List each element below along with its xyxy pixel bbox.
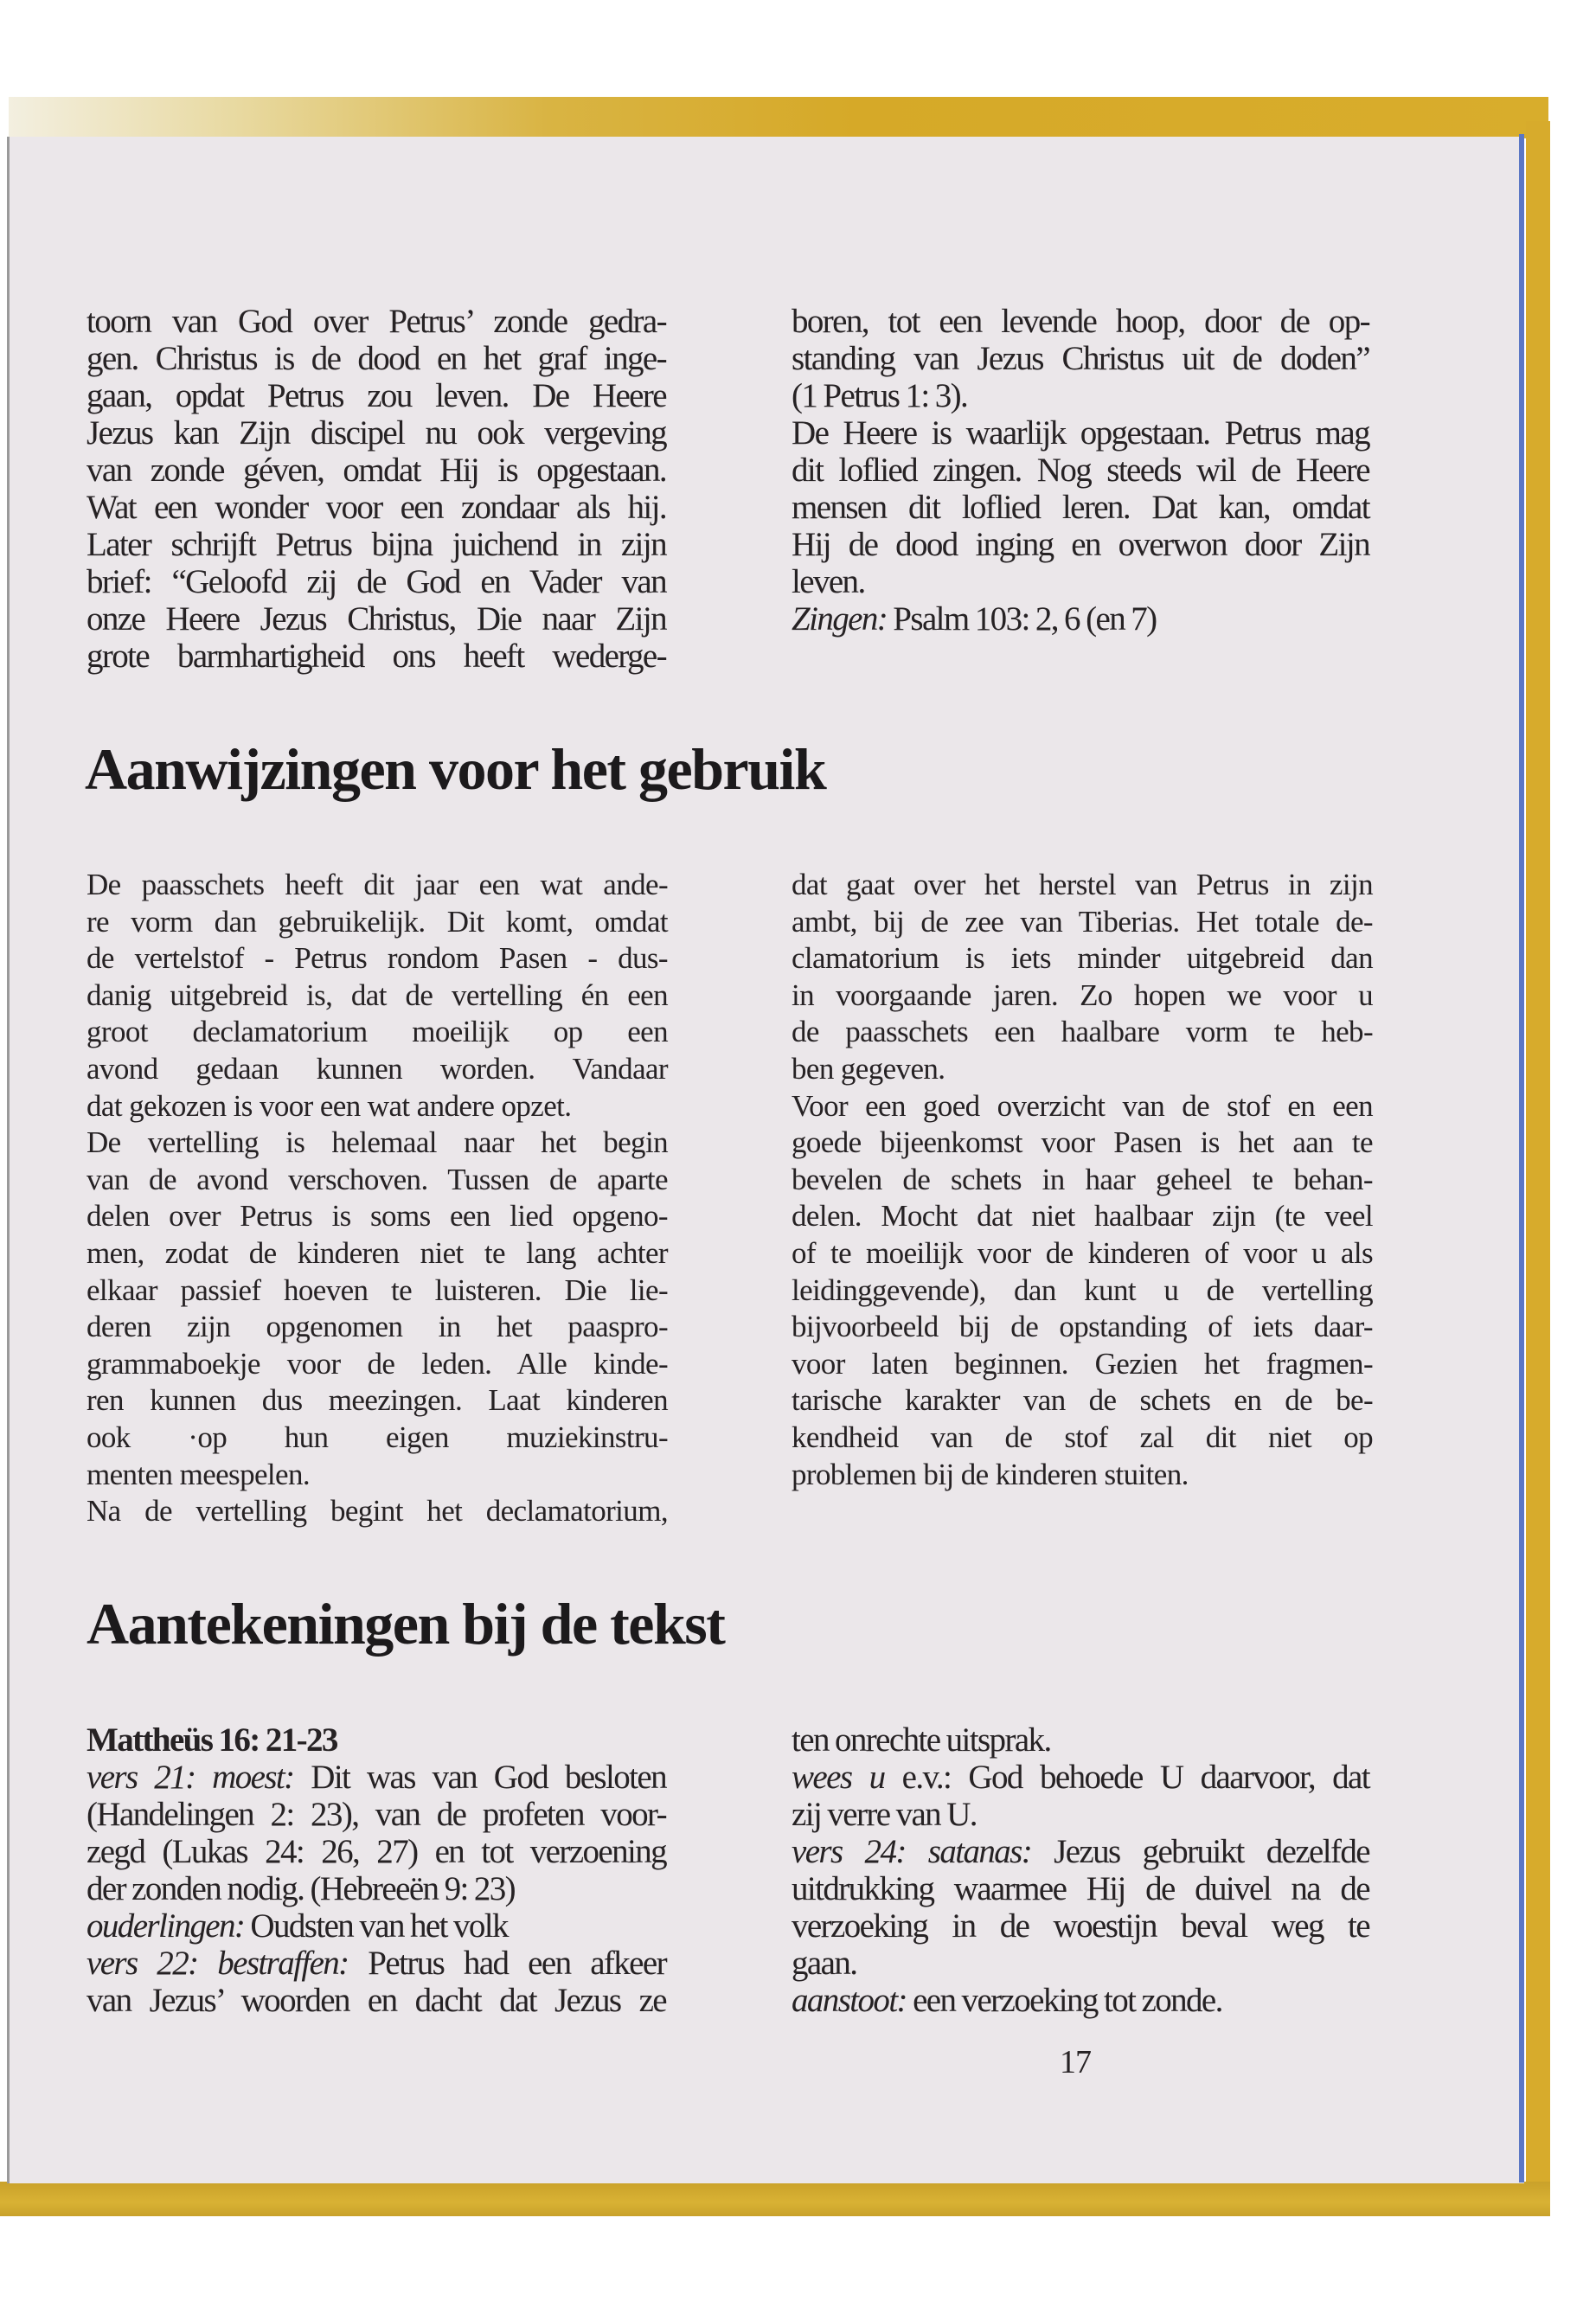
text-line: ren kunnen dus meezingen. Laat kinderen [87, 1383, 668, 1418]
line-text: Petrus had een afkeer [348, 1945, 666, 1982]
paragraph [87, 1125, 668, 1493]
text-line: Wat een wonder voor een zondaar als hij. [87, 489, 666, 526]
text-line: gen. Christus is de dood en het graf inge- [87, 340, 666, 377]
text-line: delen. Mocht dat niet haalbaar zijn (te veel [792, 1199, 1373, 1234]
text-line: leven. [792, 563, 865, 600]
text-line: problemen bij de kinderen stuiten. [792, 1457, 1189, 1491]
text-line [87, 1721, 666, 1759]
italic-term: vers 22: bestraffen: [87, 1945, 349, 1982]
text-line: (Handelingen 2: 23), van de profeten voor- [87, 1796, 666, 1833]
italic-term: Zingen: [792, 600, 888, 638]
text-line: delen over Petrus is soms een lied opgeno- [87, 1199, 668, 1234]
paragraph [87, 1907, 666, 1945]
text-line: Later schrijft Petrus bijna juichend in zijn [87, 526, 666, 563]
paragraph [87, 1945, 666, 2019]
text-line: dat gaat over het herstel van Petrus in zijn [792, 868, 1373, 901]
section2-right-column [792, 1721, 1369, 2019]
text-line: uitdrukking waarmee Hij de duivel na de [792, 1870, 1369, 1907]
text-line: van de avond verschoven. Tussen de aparte [87, 1162, 668, 1196]
line-text: Psalm 103: 2, 6 (en 7) [887, 600, 1157, 638]
page-edge-left [7, 137, 10, 2183]
text-line: tarische karakter van de schets en de be- [792, 1383, 1373, 1418]
italic-term: aanstoot: [792, 1982, 907, 2019]
line-text: Jezus gebruikt dezelfde [1031, 1833, 1369, 1870]
section-heading-aantekeningen: Aantekeningen bij de tekst [87, 1591, 725, 1657]
text-line: re vorm dan gebruikelijk. Dit komt, omdat [87, 904, 668, 939]
paragraph [87, 1759, 666, 1907]
line-text: Oudsten van het volk [244, 1907, 508, 1945]
line-text: een verzoeking tot zonde. [906, 1982, 1222, 2019]
text-line: bevelen de schets in haar geheel te behan- [792, 1162, 1373, 1196]
text-line: elkaar passief hoeven te luisteren. Die lie- [87, 1272, 668, 1307]
text-line: verzoeking in de woestijn beval weg te [792, 1907, 1369, 1945]
text-line [792, 600, 1369, 638]
text-line: gaan, opdat Petrus zou leven. De Heere [87, 377, 666, 414]
text-line: dit loflied zingen. Nog steeds wil de Heere [792, 452, 1369, 489]
paragraph [792, 1833, 1369, 1982]
text-line: van Jezus’ woorden en dacht dat Jezus ze [87, 1982, 666, 2019]
text-line: boren, tot een levende hoop, door de op- [792, 303, 1369, 340]
text-line: (1 Petrus 1: 3). [792, 377, 968, 414]
paragraph [792, 600, 1369, 638]
text-line [792, 1759, 1369, 1796]
paragraph [792, 414, 1369, 600]
text-line: der zonden nodig. (Hebreeën 9: 23) [87, 1870, 516, 1907]
text-line: kendheid van de stof zal dit niet op [792, 1420, 1373, 1454]
text-line: ambt, bij de zee van Tiberias. Het totale de- [792, 904, 1373, 939]
text-line: de paasschets een haalbare vorm te heb- [792, 1015, 1373, 1049]
text-line [87, 1759, 666, 1796]
paragraph [87, 867, 668, 1125]
text-line: of te moeilijk voor de kinderen of voor u als [792, 1235, 1373, 1270]
text-line [87, 1907, 666, 1945]
section1-left-column [87, 867, 668, 1530]
bold-reference: Mattheüs 16: 21-23 [87, 1721, 337, 1759]
text-line: in voorgaande jaren. Zo hopen we voor u [792, 977, 1373, 1012]
text-line: gaan. [792, 1945, 857, 1982]
paragraph [87, 1493, 668, 1530]
paragraph [792, 1982, 1369, 2019]
text-line: De vertelling is helemaal naar het begin [87, 1125, 668, 1160]
text-line [87, 1945, 666, 1982]
italic-term: wees u [792, 1759, 885, 1796]
line-text: e.v.: God behoede U daarvoor, dat [884, 1759, 1369, 1796]
text-line: mensen dit loflied leren. Dat kan, omdat [792, 489, 1369, 526]
text-line: standing van Jezus Christus uit de doden” [792, 340, 1369, 377]
paragraph [792, 1759, 1369, 1833]
text-line: De paasschets heeft dit jaar een wat ande- [87, 868, 668, 901]
text-line: voor laten beginnen. Gezien het fragmen- [792, 1346, 1373, 1381]
text-line: danig uitgebreid is, dat de vertelling én een [87, 977, 668, 1012]
text-line: avond gedaan kunnen worden. Vandaar [87, 1051, 668, 1086]
page-edge-blue [1519, 134, 1524, 2182]
text-line: dat gekozen is voor een wat andere opzet. [87, 1088, 572, 1123]
text-line: zij verre van U. [792, 1796, 977, 1833]
text-line: De Heere is waarlijk opgestaan. Petrus mag [792, 414, 1369, 452]
section-heading-aanwijzingen: Aanwijzingen voor het gebruik [85, 736, 826, 802]
text-line: bijvoorbeeld bij de opstanding of iets daar- [792, 1310, 1373, 1344]
text-line: van zonde géven, omdat Hij is opgestaan. [87, 452, 666, 489]
paragraph [792, 1088, 1373, 1494]
intro-right-column [792, 303, 1369, 638]
text-line: men, zodat de kinderen niet te lang achter [87, 1235, 668, 1270]
text-line: goede bijeenkomst voor Pasen is het aan te [792, 1125, 1373, 1160]
text-line: grammaboekje voor de leden. Alle kinde- [87, 1346, 668, 1381]
text-line: ten onrechte uitsprak. [792, 1721, 1051, 1759]
italic-term: vers 21: moest: [87, 1759, 294, 1796]
paragraph [87, 1721, 666, 1759]
text-line: Na de vertelling begint het declamatorium, [87, 1494, 668, 1529]
page-number: 17 [1060, 2044, 1091, 2080]
paragraph [792, 867, 1373, 1088]
text-line: onze Heere Jezus Christus, Die naar Zijn [87, 600, 666, 638]
paragraph [87, 303, 666, 675]
paragraph [792, 1721, 1369, 1759]
text-line: menten meespelen. [87, 1457, 311, 1491]
section2-left-column [87, 1721, 666, 2019]
text-line [792, 1982, 1369, 2019]
text-line: leidinggevende), dan kunt u de vertelling [792, 1272, 1373, 1307]
text-line: brief: “Geloofd zij de God en Vader van [87, 563, 666, 600]
section1-right-column [792, 867, 1373, 1493]
text-line: deren zijn opgenomen in het paaspro- [87, 1310, 668, 1344]
italic-term: ouderlingen: [87, 1907, 245, 1945]
text-line: de vertelstof - Petrus rondom Pasen - dus- [87, 941, 668, 976]
paragraph [792, 303, 1369, 414]
italic-term: vers 24: satanas: [792, 1833, 1032, 1870]
text-line: grote barmhartigheid ons heeft wederge- [87, 638, 666, 675]
intro-left-column [87, 303, 666, 675]
text-line [792, 1833, 1369, 1870]
text-line: clamatorium is iets minder uitgebreid dan [792, 941, 1373, 976]
book-cover-edge-top [9, 97, 1548, 138]
line-text: Dit was van God besloten [293, 1759, 666, 1796]
text-line: groot declamatorium moeilijk op een [87, 1015, 668, 1049]
text-line: Voor een goed overzicht van de stof en een [792, 1088, 1373, 1123]
text-line: ook ·op hun eigen muziekinstru- [87, 1420, 668, 1454]
text-line: zegd (Lukas 24: 26, 27) en tot verzoening [87, 1833, 666, 1870]
text-line: ben gegeven. [792, 1051, 945, 1086]
book-cover-edge-bottom [0, 2182, 1550, 2216]
text-line: toorn van God over Petrus’ zonde gedra- [87, 303, 666, 340]
text-line: Jezus kan Zijn discipel nu ook vergeving [87, 414, 666, 452]
text-line: Hij de dood inging en overwon door Zijn [792, 526, 1369, 563]
book-cover-edge-right [1526, 121, 1550, 2214]
